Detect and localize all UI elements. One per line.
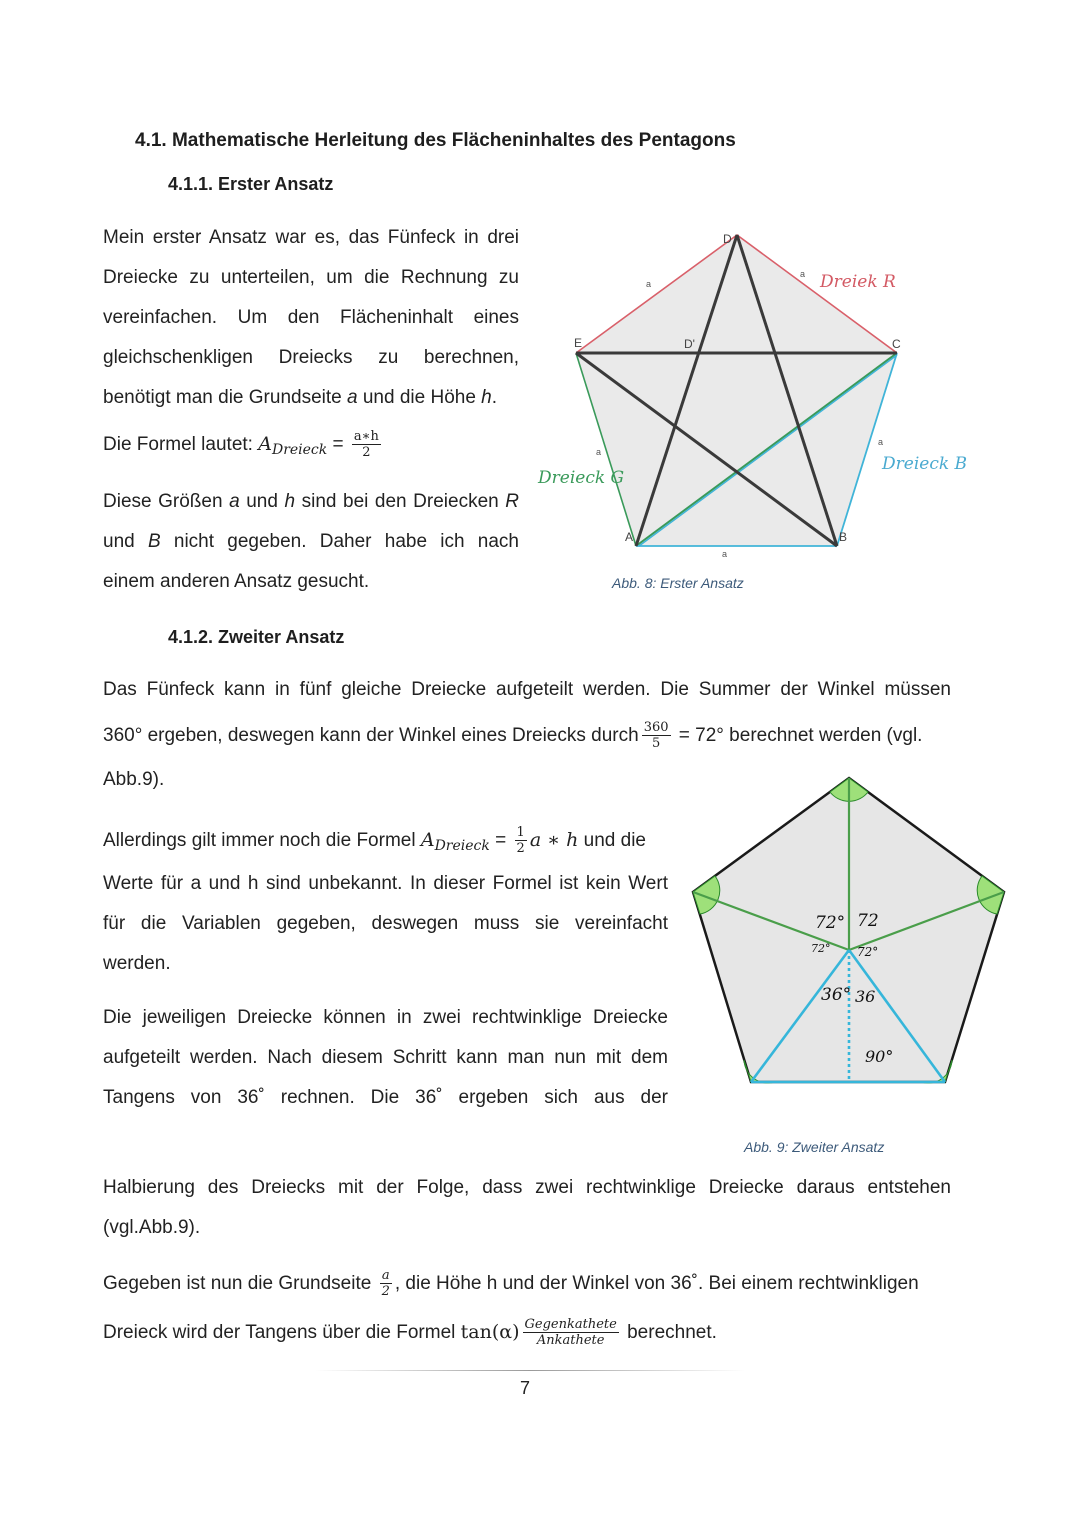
ansatz2-paragraph-2 <box>103 820 668 984</box>
formula-tan: tan(α) <box>460 1321 520 1343</box>
fraction-a-2 <box>380 1268 392 1299</box>
angle-label: 72 <box>857 911 879 931</box>
footer-divider <box>315 1370 745 1371</box>
text-line: Abb.9). <box>103 769 165 790</box>
text: und <box>103 531 148 552</box>
formula-A: A <box>420 829 435 851</box>
text-line: Halbierung des Dreiecks mit der Folge, dass zwei rechtwinklige Dreiecke daraus entstehen <box>103 1177 951 1198</box>
fraction-numerator: a∗h <box>353 429 379 445</box>
variable: h <box>284 491 296 512</box>
formula-A: A <box>258 433 272 455</box>
variable: a <box>347 387 358 408</box>
ansatz2-paragraph-5 <box>103 1264 963 1352</box>
text-line: Tangens von 36˚ rechnen. Die 36˚ ergeben sich aus der <box>103 1087 668 1108</box>
figure-8-pentagon-star <box>530 225 970 565</box>
text-line: Das Fünfeck kann in fünf gleiche Dreiecke aufgeteilt werden. Die Summer der Winkel müssen <box>103 679 951 700</box>
text: Dreieck wird der Tangens über die Formel <box>103 1322 461 1343</box>
fraction-numerator: 360 <box>643 720 669 736</box>
label-side-a: a <box>646 279 652 289</box>
formula-expr: a ∗ h <box>529 829 579 851</box>
label-side-a: a <box>878 437 884 447</box>
formula-eq: = <box>489 830 512 851</box>
angle-label: 90° <box>865 1047 894 1066</box>
text: benötigt man die Grundseite <box>103 387 347 408</box>
formula-eq: = <box>327 434 349 455</box>
ansatz2-paragraph-4 <box>103 1168 951 1248</box>
fraction-360-5 <box>642 720 671 751</box>
variable: a <box>229 491 240 512</box>
text-line <box>103 716 951 756</box>
text: , die Höhe h und der Winkel von 36˚. Bei einem rechtwinkligen <box>394 1273 919 1294</box>
label-d: D <box>723 232 732 246</box>
fraction-denominator: 2 <box>362 445 371 461</box>
text: 360° ergeben, deswegen kann der Winkel eines Dreiecks durch <box>103 725 639 746</box>
label-e: E <box>574 336 583 350</box>
figure-8-caption: Abb. 8: Erster Ansatz <box>612 575 744 591</box>
formula-line <box>103 424 519 464</box>
angle-label: 72° <box>857 945 879 959</box>
subsection-title-1: 4.1.1. Erster Ansatz <box>168 174 334 194</box>
formula-sub: Dreieck <box>434 838 490 854</box>
handwritten-label-g: Dreieck G <box>538 468 625 488</box>
figure-9-caption: Abb. 9: Zweiter Ansatz <box>744 1139 885 1155</box>
text-line: Werte für a und h sind unbekannt. In dieser Formel ist kein Wert <box>103 873 668 894</box>
figure-9-pentagon <box>685 770 1015 1095</box>
text: und <box>239 491 285 512</box>
ansatz1-paragraph <box>103 218 519 464</box>
fraction-numerator: 1 <box>516 825 525 841</box>
text-line: aufgeteilt werden. Nach diesem Schritt kann man nun mit dem <box>103 1047 668 1068</box>
text-line: werden. <box>103 953 171 974</box>
page-number: 7 <box>520 1378 531 1398</box>
text-line: (vgl.Abb.9). <box>103 1217 201 1238</box>
label-side-a: a <box>800 269 806 279</box>
text: und die <box>578 830 646 851</box>
text: Diese Größen <box>103 491 230 512</box>
fraction-denominator: 5 <box>651 736 661 752</box>
text-line: Mein erster Ansatz war es, das Fünfeck in drei <box>103 227 519 248</box>
text-line: für die Variablen gegeben, deswegen muss sie vereinfacht <box>103 913 668 934</box>
variable: B <box>147 531 161 552</box>
text-line: Die jeweiligen Dreiecke können in zwei rechtwinklige Dreiecke <box>103 1007 668 1028</box>
subsection-title-2: 4.1.2. Zweiter Ansatz <box>168 627 345 647</box>
text: Allerdings gilt immer noch die Formel <box>103 830 421 851</box>
formula-sub: Dreieck <box>271 442 328 458</box>
label-side-a: a <box>722 549 728 559</box>
label-c: C <box>892 337 901 351</box>
label-d-prime: D' <box>684 337 695 351</box>
text: und die Höhe <box>357 387 482 408</box>
text-line <box>103 1312 963 1352</box>
text-line: einem anderen Ansatz gesucht. <box>103 571 370 592</box>
fraction-numerator: Gegenkathete <box>524 1317 617 1333</box>
text: nicht gegeben. Daher habe ich nach <box>160 531 519 552</box>
text-line <box>103 378 519 418</box>
handwritten-label-r: Dreiek R <box>820 272 896 292</box>
text: = 72° berechnet werden (vgl. <box>673 725 923 746</box>
label-b: B <box>839 530 848 544</box>
formula-fraction <box>352 429 381 460</box>
text: Gegeben ist nun die Grundseite <box>103 1273 377 1294</box>
fraction-denominator: 2 <box>516 841 525 857</box>
label-a: A <box>625 530 634 544</box>
fraction-numerator: a <box>380 1268 392 1284</box>
handwritten-label-b: Dreieck B <box>882 454 968 474</box>
text-line: gleichschenkligen Dreiecks zu berechnen, <box>103 347 519 368</box>
section-title: 4.1. Mathematische Herleitung des Flächeninhaltes des Pentagons <box>135 130 736 151</box>
text-line: Dreiecke zu unterteilen, um die Rechnung zu <box>103 267 519 288</box>
text-line <box>103 820 668 860</box>
label-side-a: a <box>596 447 602 457</box>
angle-label: 72° <box>815 913 846 933</box>
ansatz2-paragraph-3 <box>103 998 668 1118</box>
text: . <box>491 387 498 408</box>
text-line: vereinfachen. Um den Flächeninhalt eines <box>103 307 519 328</box>
variable: R <box>505 491 520 512</box>
fraction-denominator: Ankathete <box>536 1333 605 1349</box>
text: Die Formel lautet: <box>103 434 259 455</box>
ansatz1-paragraph-2 <box>103 482 519 602</box>
text: berechnet. <box>621 1322 717 1343</box>
variable: h <box>481 387 492 408</box>
angle-label: 36° <box>821 985 852 1005</box>
text-line <box>103 522 519 562</box>
fraction-denominator: 2 <box>381 1284 390 1300</box>
text-line <box>103 482 519 522</box>
fraction-tan <box>523 1317 619 1348</box>
text-line <box>103 1264 963 1304</box>
fraction-1-2 <box>515 825 527 856</box>
angle-label: 72° <box>811 942 831 955</box>
text: sind bei den Dreiecken <box>295 491 506 512</box>
angle-label: 36 <box>855 987 876 1006</box>
